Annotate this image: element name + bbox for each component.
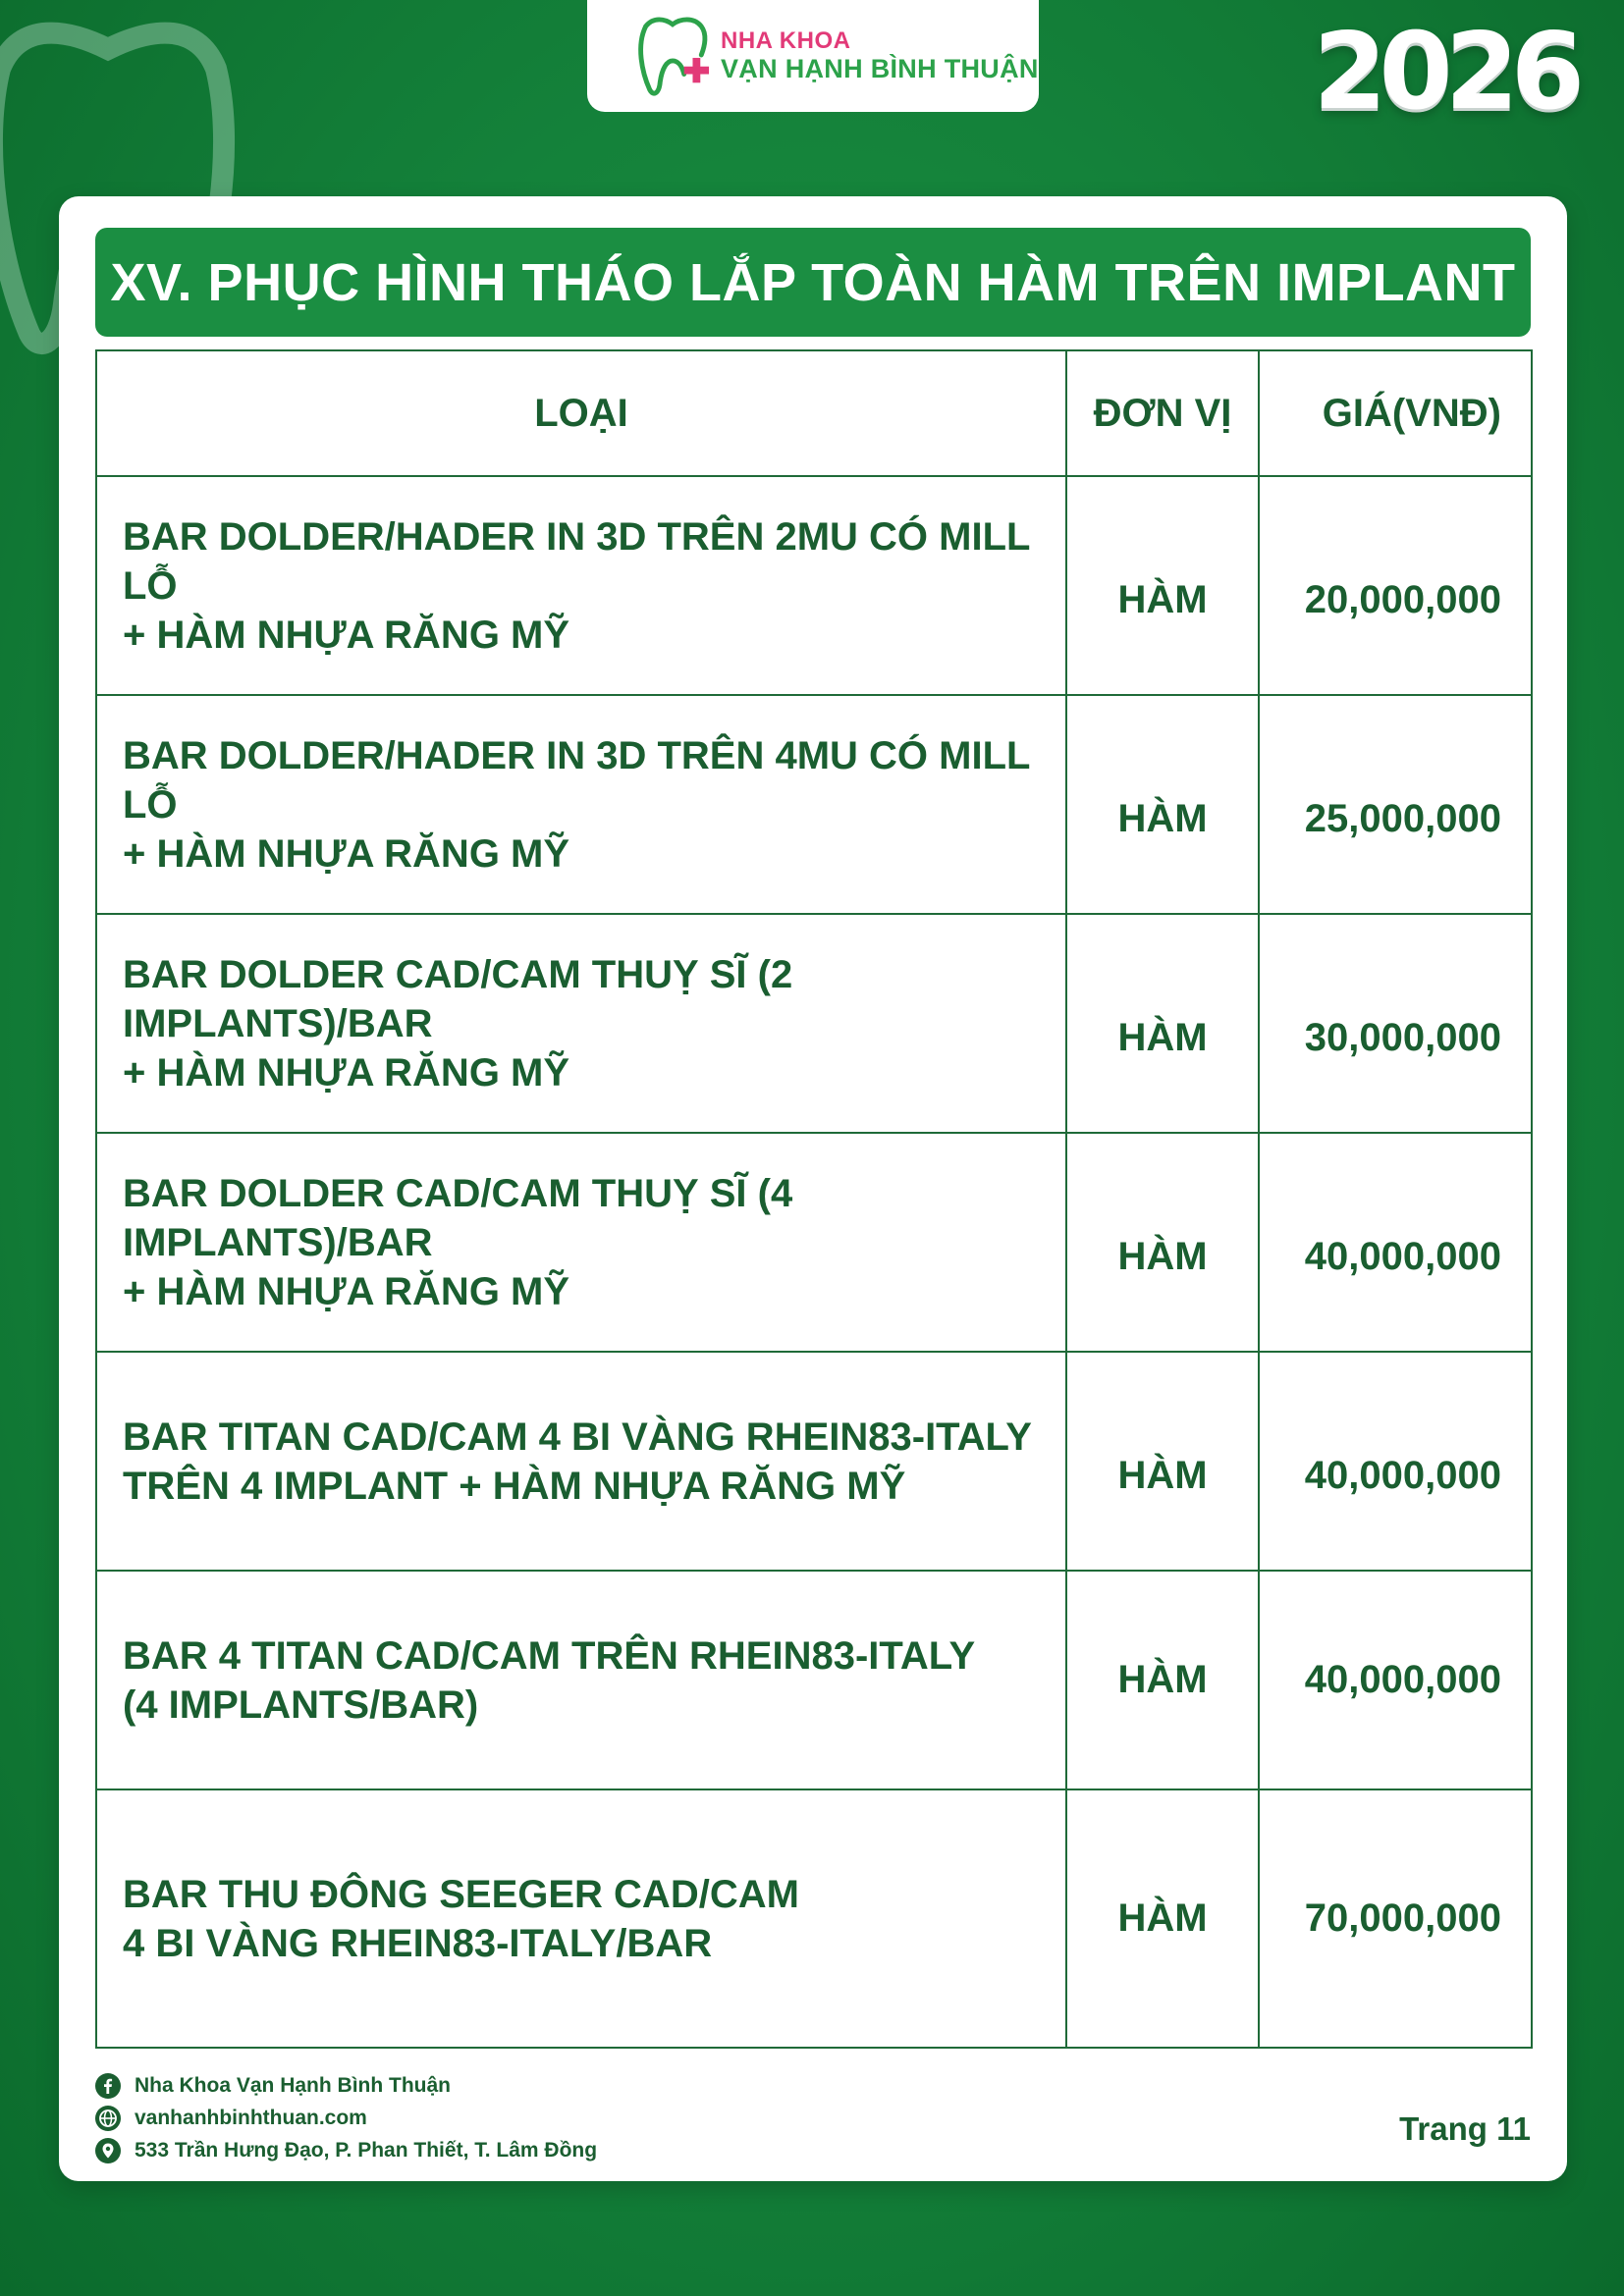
row-name-line-1: BAR 4 TITAN CAD/CAM TRÊN RHEIN83-ITALY — [123, 1633, 976, 1678]
tooth-logo-icon — [634, 13, 711, 99]
row-name-line-2: + HÀM NHỰA RĂNG MỸ — [123, 1050, 570, 1095]
row-price: 70,000,000 — [1259, 1789, 1532, 2048]
table-row — [96, 695, 1532, 914]
table-row — [96, 914, 1532, 1133]
row-name-line-1: BAR DOLDER/HADER IN 3D TRÊN 2MU CÓ MILL LỖ — [123, 514, 1030, 608]
footer — [95, 2061, 1531, 2169]
row-name-line-2: + HÀM NHỰA RĂNG MỸ — [123, 831, 570, 876]
row-name-line-1: BAR DOLDER/HADER IN 3D TRÊN 4MU CÓ MILL LỖ — [123, 733, 1030, 827]
header-price: GIÁ(VNĐ) — [1259, 350, 1532, 476]
row-price: 25,000,000 — [1259, 695, 1532, 914]
row-name-line-2: (4 IMPLANTS/BAR) — [123, 1682, 479, 1727]
table-header-row — [96, 350, 1532, 476]
row-price: 20,000,000 — [1259, 476, 1532, 695]
contact-list — [95, 2069, 597, 2166]
row-unit: HÀM — [1066, 1352, 1259, 1571]
table-row — [96, 1133, 1532, 1352]
globe-icon — [95, 2106, 121, 2131]
header-unit: ĐƠN VỊ — [1066, 350, 1259, 476]
table-row — [96, 476, 1532, 695]
logo-line-1: NHA KHOA — [721, 27, 851, 54]
header-type: LOẠI — [96, 350, 1066, 476]
location-pin-icon — [95, 2138, 121, 2163]
row-name-line-2: TRÊN 4 IMPLANT + HÀM NHỰA RĂNG MỸ — [123, 1464, 906, 1508]
row-name-line-2: 4 BI VÀNG RHEIN83-ITALY/BAR — [123, 1921, 713, 1965]
row-name — [96, 1133, 1066, 1352]
section-title: XV. PHỤC HÌNH THÁO LẮP TOÀN HÀM TRÊN IMPLANT — [95, 228, 1531, 337]
table-row — [96, 1352, 1532, 1571]
page-number: Trang 11 — [1399, 2110, 1531, 2147]
facebook-link[interactable] — [95, 2069, 597, 2102]
row-name — [96, 1789, 1066, 2048]
row-name-line-2: + HÀM NHỰA RĂNG MỸ — [123, 613, 570, 657]
year-badge: 2026 — [1313, 11, 1577, 133]
website-label: vanhanhbinhthuan.com — [135, 2106, 367, 2129]
price-card — [59, 196, 1567, 2181]
address-label: 533 Trần Hưng Đạo, P. Phan Thiết, T. Lâm Đồng — [135, 2138, 598, 2162]
address-item — [95, 2134, 597, 2166]
logo-text — [721, 27, 1039, 85]
row-unit: HÀM — [1066, 1789, 1259, 2048]
table-row — [96, 1789, 1532, 2048]
logo-line-2: VẠN HẠNH BÌNH THUẬN — [721, 54, 1039, 84]
row-name — [96, 695, 1066, 914]
row-unit: HÀM — [1066, 476, 1259, 695]
row-unit: HÀM — [1066, 914, 1259, 1133]
facebook-label: Nha Khoa Vạn Hạnh Bình Thuận — [135, 2073, 452, 2097]
row-name — [96, 1571, 1066, 1789]
row-price: 40,000,000 — [1259, 1133, 1532, 1352]
row-name — [96, 914, 1066, 1133]
price-table — [95, 349, 1533, 2049]
facebook-icon — [95, 2073, 121, 2099]
row-unit: HÀM — [1066, 1571, 1259, 1789]
row-unit: HÀM — [1066, 695, 1259, 914]
row-price: 40,000,000 — [1259, 1352, 1532, 1571]
row-name — [96, 1352, 1066, 1571]
row-name-line-1: BAR THU ĐÔNG SEEGER CAD/CAM — [123, 1872, 799, 1916]
row-name-line-1: BAR DOLDER CAD/CAM THUỴ SĨ (4 IMPLANTS)/BAR — [123, 1171, 793, 1264]
row-name-line-1: BAR TITAN CAD/CAM 4 BI VÀNG RHEIN83-ITALY — [123, 1415, 1032, 1459]
row-price: 30,000,000 — [1259, 914, 1532, 1133]
logo-tab — [587, 0, 1039, 112]
row-price: 40,000,000 — [1259, 1571, 1532, 1789]
row-name — [96, 476, 1066, 695]
website-link[interactable] — [95, 2102, 597, 2134]
table-row — [96, 1571, 1532, 1789]
row-unit: HÀM — [1066, 1133, 1259, 1352]
row-name-line-1: BAR DOLDER CAD/CAM THUỴ SĨ (2 IMPLANTS)/BAR — [123, 952, 793, 1045]
row-name-line-2: + HÀM NHỰA RĂNG MỸ — [123, 1269, 570, 1313]
